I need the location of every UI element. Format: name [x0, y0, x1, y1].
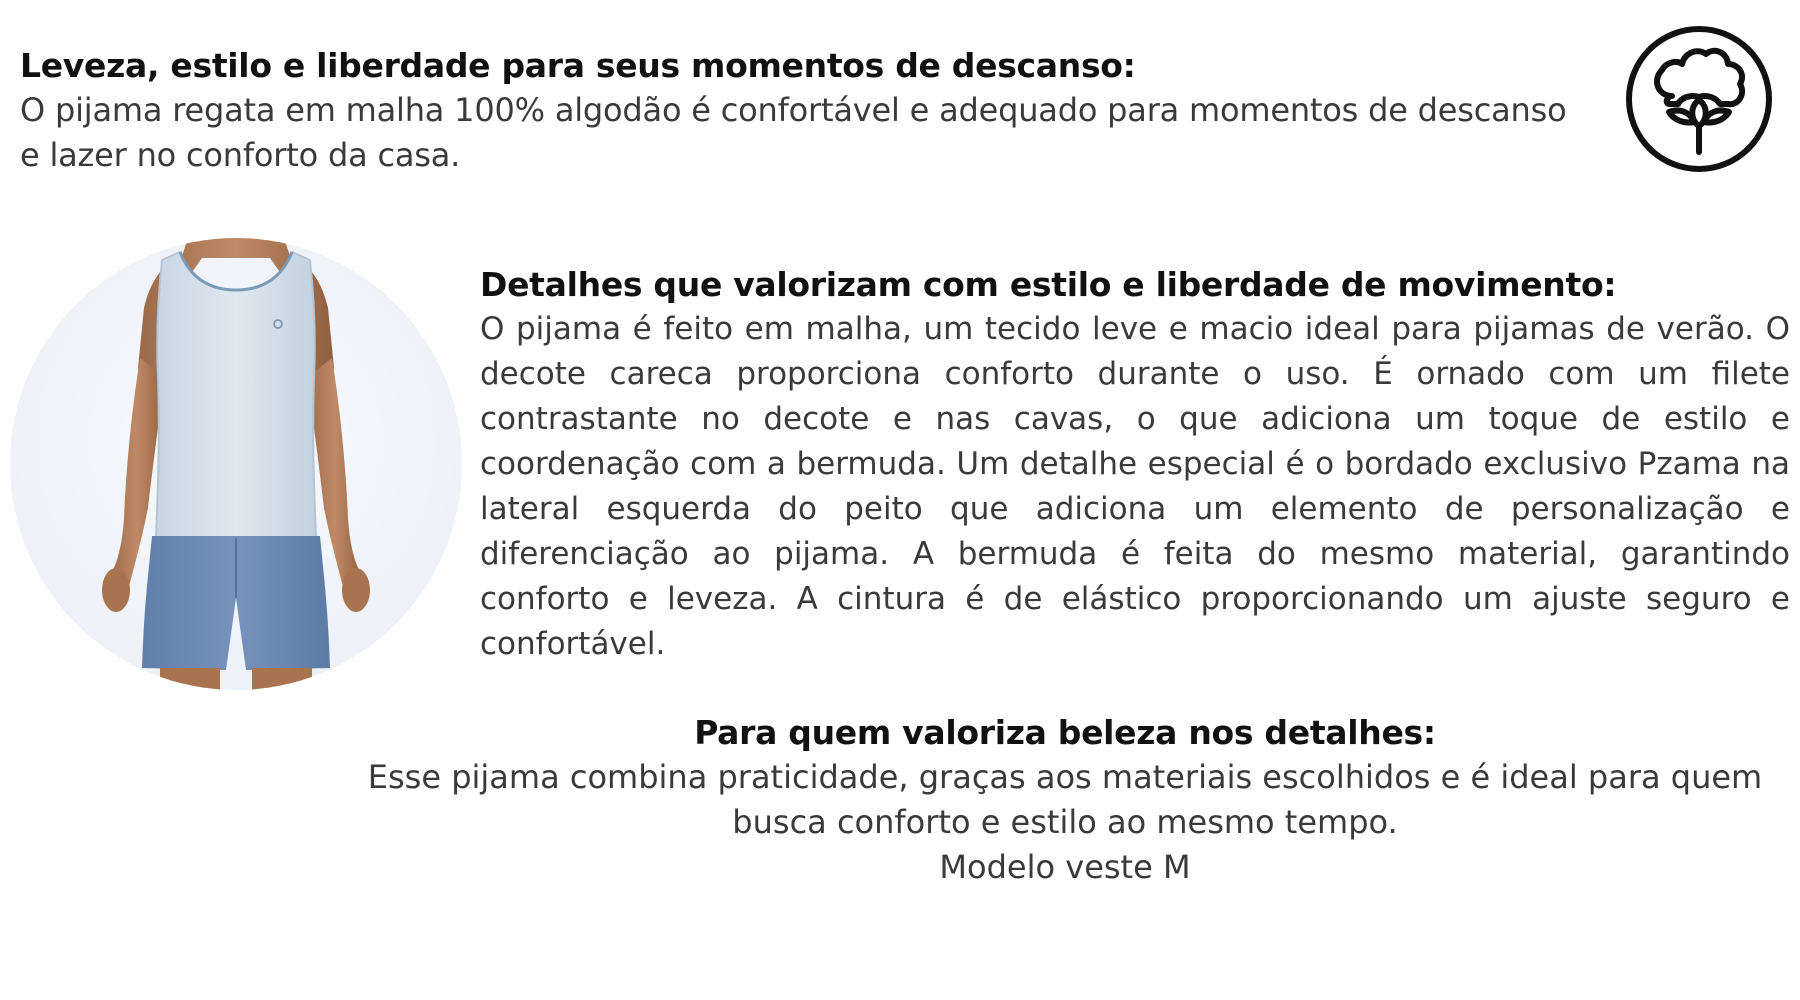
intro-text: O pijama regata em malha 100% algodão é confortável e adequado para momentos de descanso e lazer no conforto da casa. [20, 91, 1567, 174]
model-wearing-pajama-image [10, 238, 462, 690]
model-size-note: Modelo veste M [939, 848, 1191, 886]
closing-text: Esse pijama combina praticidade, graças aos materiais escolhidos e é ideal para quem busca conforto e estilo ao mesmo tempo. [367, 758, 1763, 841]
cotton-icon [1624, 24, 1774, 174]
closing-title: Para quem valoriza beleza nos detalhes: [694, 713, 1436, 752]
intro-section [20, 44, 1590, 178]
intro-title: Leveza, estilo e liberdade para seus momentos de descanso: [20, 46, 1136, 85]
details-section [480, 262, 1790, 667]
details-title: Detalhes que valorizam com estilo e liberdade de movimento: [480, 265, 1617, 304]
closing-section [360, 710, 1770, 890]
details-text: O pijama é feito em malha, um tecido leve e macio ideal para pijamas de verão. O decote careca proporciona conforto durante o uso. É ornado com um filete contrastante no decote e nas cavas, o que adiciona um toque de estilo e coordenação com a bermuda. Um detalhe especial é o bordado exclusivo Pzama na lateral esquerda do peito que adiciona um elemento de personalização e diferenciação ao pijama. A bermuda é feita do mesmo material, garantindo conforto e leveza. A cintura é de elástico proporcionando um ajuste seguro e confortável. [480, 311, 1790, 662]
